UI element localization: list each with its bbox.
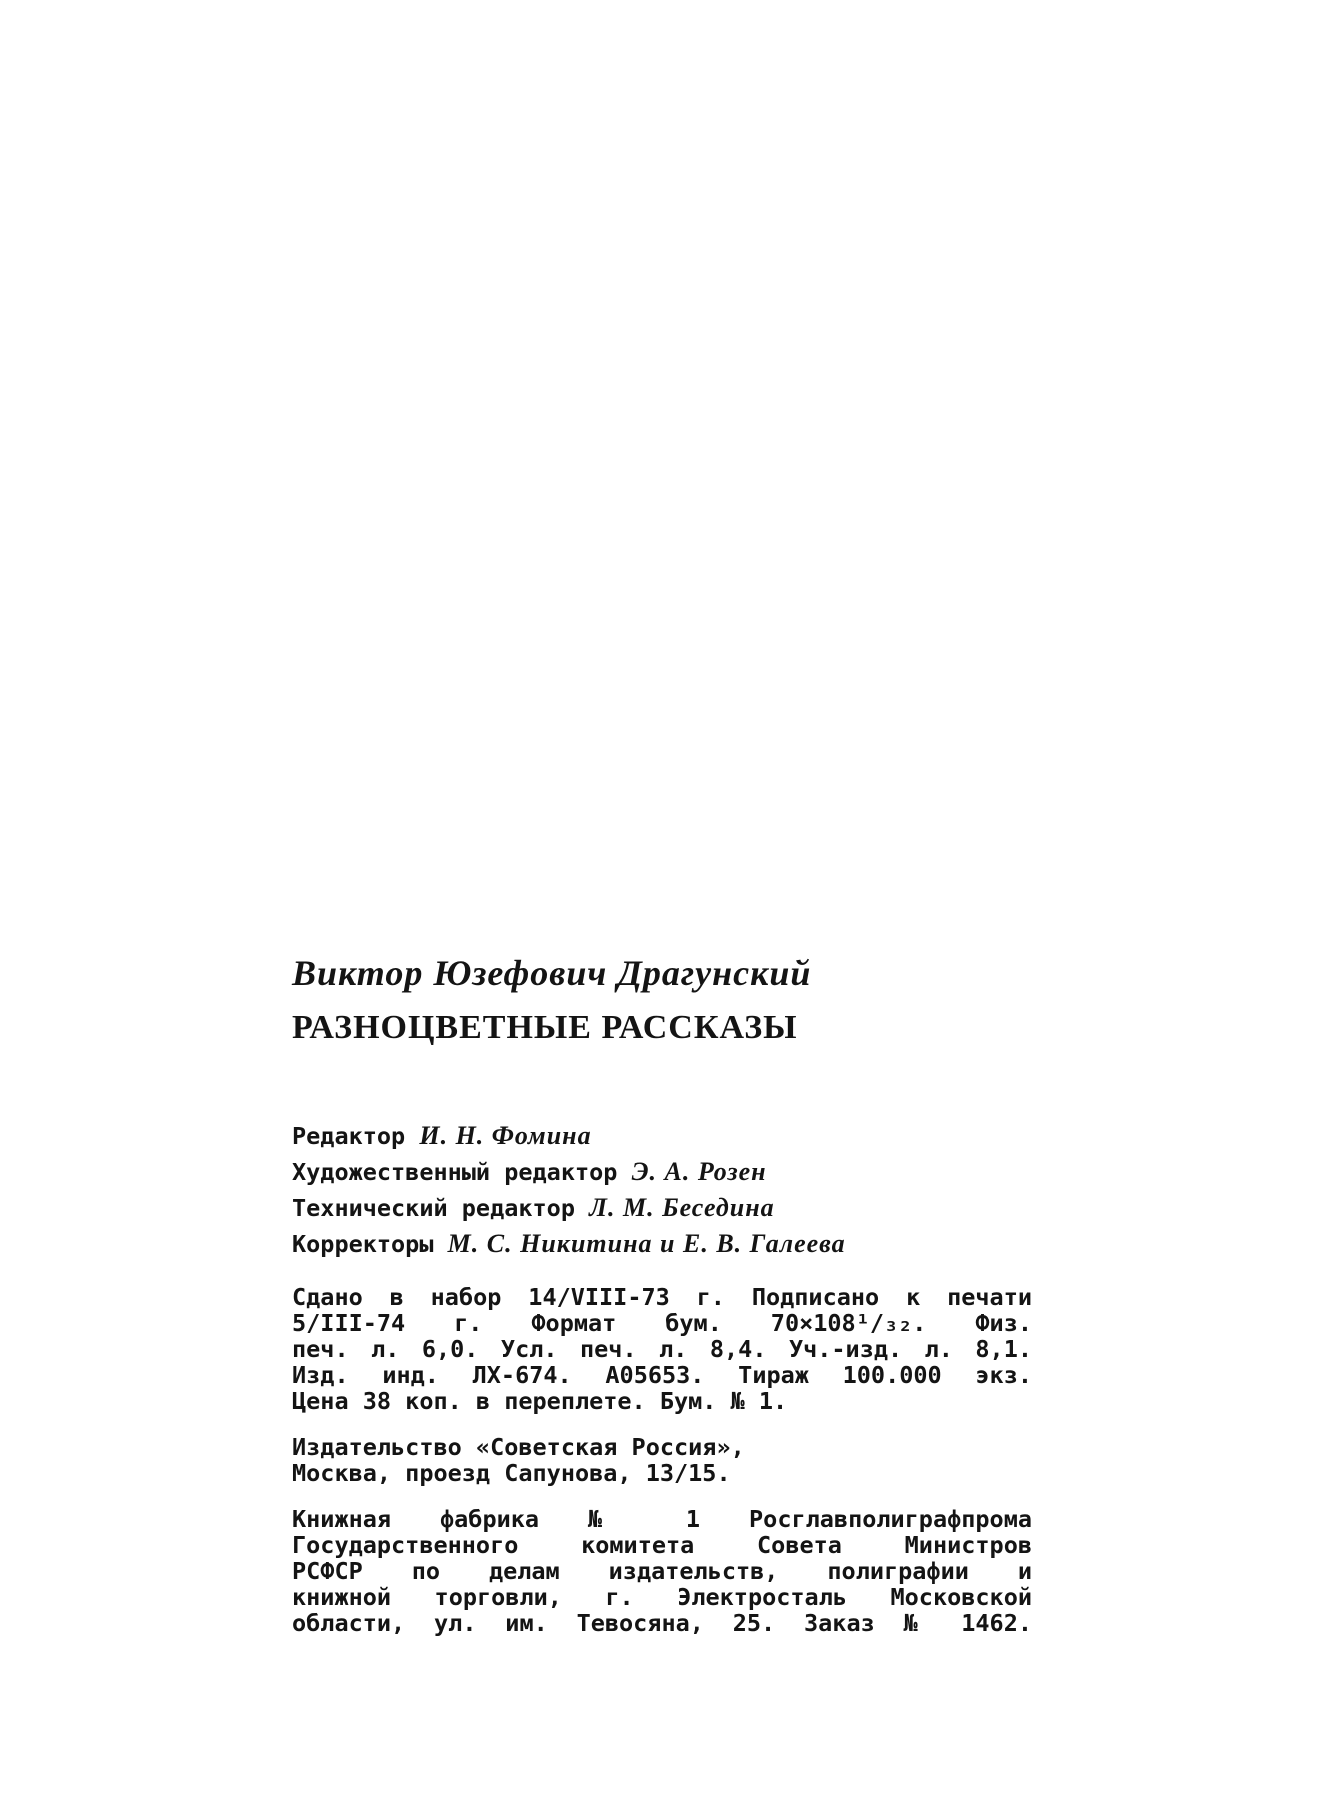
credit-person: И. Н. Фомина <box>419 1121 592 1150</box>
credit-role: Технический редактор <box>292 1194 575 1222</box>
printer-info <box>292 1506 1032 1636</box>
credit-person: Э. А. Розен <box>631 1157 767 1186</box>
credit-person: Л. М. Беседина <box>589 1193 775 1222</box>
printer-line: Книжная фабрика № 1 Росглавполиграфпрома <box>292 1505 1032 1533</box>
publisher-line: Москва, проезд Сапунова, 13/15. <box>292 1459 731 1487</box>
printer-line: РСФСР по делам издательств, полиграфии и <box>292 1557 1032 1585</box>
credit-person: М. С. Никитина и Е. В. Галеева <box>447 1229 846 1258</box>
printer-line: Государственного комитета Совета Министров <box>292 1531 1032 1559</box>
printer-line: книжной торговли, г. Электросталь Московской <box>292 1583 1032 1611</box>
credit-proofreaders <box>292 1226 1032 1262</box>
credits-list <box>292 1118 1032 1262</box>
print-info-line: печ. л. 6,0. Усл. печ. л. 8,4. Уч.-изд. л. 8,1. <box>292 1335 1032 1363</box>
print-info <box>292 1284 1032 1414</box>
book-title: РАЗНОЦВЕТНЫЕ РАССКАЗЫ <box>292 1009 798 1046</box>
credit-role: Художественный редактор <box>292 1158 618 1186</box>
credit-role: Корректоры <box>292 1230 434 1258</box>
author-name: Виктор Юзефович Драгунский <box>292 953 812 993</box>
credit-tech-editor <box>292 1190 1032 1226</box>
credit-art-editor <box>292 1154 1032 1190</box>
credit-role: Редактор <box>292 1122 406 1150</box>
publisher-line: Издательство «Советская Россия», <box>292 1433 745 1461</box>
printer-line: области, ул. им. Тевосяна, 25. Заказ № 1462. <box>292 1609 1032 1637</box>
credit-editor <box>292 1118 1032 1154</box>
print-info-line: Сдано в набор 14/VIII-73 г. Подписано к печати <box>292 1283 1032 1311</box>
colophon <box>292 950 1032 1636</box>
print-info-line: Изд. инд. ЛХ-674. А05653. Тираж 100.000 экз. <box>292 1361 1032 1389</box>
print-info-line: Цена 38 коп. в переплете. Бум. № 1. <box>292 1387 788 1415</box>
publisher-info <box>292 1434 1032 1486</box>
print-info-line: 5/III-74 г. Формат бум. 70×108¹/₃₂. Физ. <box>292 1309 1032 1337</box>
